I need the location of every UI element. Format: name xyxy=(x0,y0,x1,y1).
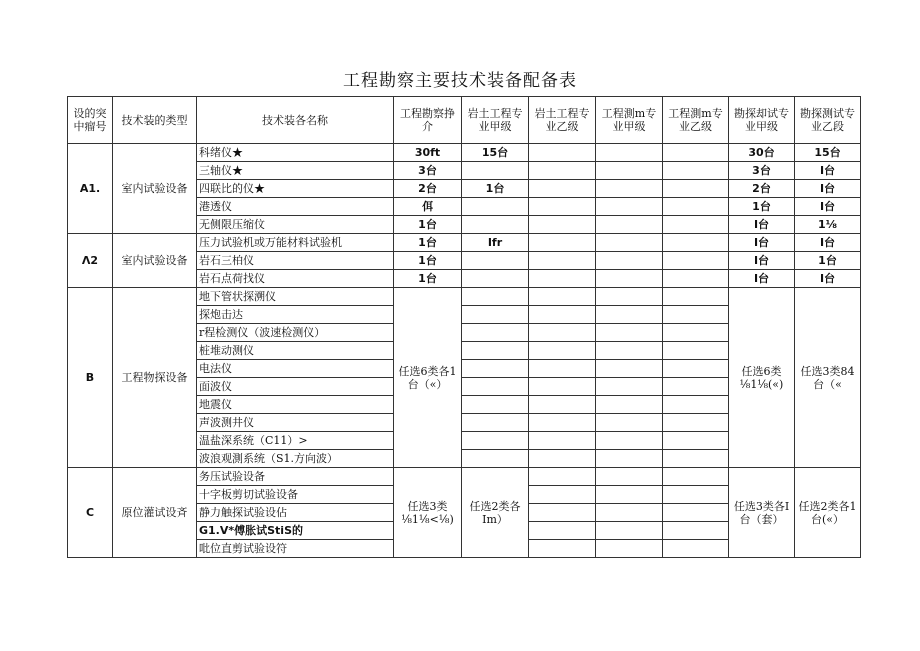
equipment-name: 温盐深系统（C11）> xyxy=(197,432,394,450)
equipment-name: 四联比的仪★ xyxy=(197,180,394,198)
header-col5: 工程測m专业乙级 xyxy=(663,97,729,144)
merged-col6: 任选6类⅛1⅛(«) xyxy=(729,288,795,468)
cell-col2: 15台 xyxy=(462,144,529,162)
cell-col4 xyxy=(596,288,663,306)
cell-col5 xyxy=(663,216,729,234)
equipment-name: 桩堆动测仪 xyxy=(197,342,394,360)
cell-col6: 30台 xyxy=(729,144,795,162)
cell-col5 xyxy=(663,270,729,288)
cell-col6: I台 xyxy=(729,234,795,252)
table-row xyxy=(68,468,861,486)
cell-col1: 1台 xyxy=(394,252,462,270)
cell-col5 xyxy=(663,360,729,378)
merged-col7: 任选2类各1台(«） xyxy=(795,468,861,558)
cell-col4 xyxy=(596,540,663,558)
cell-col5 xyxy=(663,180,729,198)
equipment-name: 地下管状探溯仪 xyxy=(197,288,394,306)
cell-col5 xyxy=(663,162,729,180)
cell-col3 xyxy=(529,252,596,270)
cell-col1: 佴 xyxy=(394,198,462,216)
equipment-name: 岩石点荷找仪 xyxy=(197,270,394,288)
cell-col4 xyxy=(596,306,663,324)
cell-col3 xyxy=(529,396,596,414)
cell-col3 xyxy=(529,540,596,558)
cell-col5 xyxy=(663,432,729,450)
page-title: 工程勘察主要技术装备配备表 xyxy=(343,71,577,91)
header-row xyxy=(68,97,861,144)
cell-col2 xyxy=(462,306,529,324)
cell-col3 xyxy=(529,198,596,216)
cell-col7: I台 xyxy=(795,180,861,198)
equipment-name: 十字板剪切试验设备 xyxy=(197,486,394,504)
cell-col4 xyxy=(596,324,663,342)
equipment-name: 地震仪 xyxy=(197,396,394,414)
header-col2: 岩土工程专业甲级 xyxy=(462,97,529,144)
equipment-name: 压力试验机或万能材料试验机 xyxy=(197,234,394,252)
header-col4: 工程測m专业甲级 xyxy=(596,97,663,144)
cell-col3 xyxy=(529,234,596,252)
cell-col4 xyxy=(596,450,663,468)
cell-col2 xyxy=(462,342,529,360)
cell-col5 xyxy=(663,234,729,252)
cell-col1: 1台 xyxy=(394,270,462,288)
cell-col4 xyxy=(596,468,663,486)
equipment-name: 探炮击达 xyxy=(197,306,394,324)
cell-col3 xyxy=(529,288,596,306)
cell-col2 xyxy=(462,414,529,432)
cell-col5 xyxy=(663,414,729,432)
cell-col4 xyxy=(596,396,663,414)
cell-col6: 1台 xyxy=(729,198,795,216)
cell-col2 xyxy=(462,216,529,234)
cell-col3 xyxy=(529,162,596,180)
cell-col4 xyxy=(596,216,663,234)
cell-col5 xyxy=(663,342,729,360)
cell-col2 xyxy=(462,450,529,468)
cell-col4 xyxy=(596,486,663,504)
equipment-name: 电法仪 xyxy=(197,360,394,378)
cell-col4 xyxy=(596,522,663,540)
group-type: 室内试验设备 xyxy=(113,144,197,234)
cell-col5 xyxy=(663,468,729,486)
cell-col2 xyxy=(462,378,529,396)
cell-col3 xyxy=(529,414,596,432)
header-col7: 勘探测试专业乙段 xyxy=(795,97,861,144)
cell-col7: I台 xyxy=(795,234,861,252)
cell-col3 xyxy=(529,180,596,198)
cell-col4 xyxy=(596,432,663,450)
cell-col2 xyxy=(462,288,529,306)
cell-col5 xyxy=(663,252,729,270)
group-type: 原位灌试设斉 xyxy=(113,468,197,558)
cell-col7: 1台 xyxy=(795,252,861,270)
cell-col3 xyxy=(529,270,596,288)
cell-col4 xyxy=(596,360,663,378)
cell-col5 xyxy=(663,378,729,396)
header-col3: 岩土工程专业乙级 xyxy=(529,97,596,144)
cell-col4 xyxy=(596,180,663,198)
equipment-name: 三轴仪★ xyxy=(197,162,394,180)
equipment-name: r程检测仪（波速检测仪） xyxy=(197,324,394,342)
cell-col7: I台 xyxy=(795,270,861,288)
cell-col6: I台 xyxy=(729,270,795,288)
cell-col7: 15台 xyxy=(795,144,861,162)
merged-col7: 任选3类84台（« xyxy=(795,288,861,468)
cell-col6: 3台 xyxy=(729,162,795,180)
group-type: 室内试验设备 xyxy=(113,234,197,288)
merged-col6: 任选3类各I台（套） xyxy=(729,468,795,558)
cell-col5 xyxy=(663,450,729,468)
cell-col6: I台 xyxy=(729,216,795,234)
cell-col7: I台 xyxy=(795,162,861,180)
cell-col3 xyxy=(529,378,596,396)
header-col6: 勘探却试专业甲级 xyxy=(729,97,795,144)
cell-col4 xyxy=(596,342,663,360)
header-type: 技术装的类型 xyxy=(113,97,197,144)
cell-col4 xyxy=(596,252,663,270)
table-row xyxy=(68,288,861,306)
cell-col3 xyxy=(529,522,596,540)
cell-col3 xyxy=(529,432,596,450)
cell-col3 xyxy=(529,450,596,468)
cell-col5 xyxy=(663,288,729,306)
cell-col3 xyxy=(529,216,596,234)
equipment-name: 吡位直剪试验设符 xyxy=(197,540,394,558)
cell-col3 xyxy=(529,360,596,378)
header-seq: 设的突中瘤号 xyxy=(68,97,113,144)
header-col1: 工程勘察挣介 xyxy=(394,97,462,144)
cell-col5 xyxy=(663,396,729,414)
cell-col2 xyxy=(462,360,529,378)
cell-col3 xyxy=(529,468,596,486)
cell-col2: Ifr xyxy=(462,234,529,252)
cell-col7: 1⅛ xyxy=(795,216,861,234)
cell-col4 xyxy=(596,234,663,252)
equipment-name: 面波仪 xyxy=(197,378,394,396)
cell-col5 xyxy=(663,144,729,162)
equipment-name: 务压试验设备 xyxy=(197,468,394,486)
cell-col4 xyxy=(596,378,663,396)
cell-col4 xyxy=(596,162,663,180)
cell-col1: 1台 xyxy=(394,216,462,234)
cell-col4 xyxy=(596,504,663,522)
group-type: 工程物探设备 xyxy=(113,288,197,468)
cell-col7: I台 xyxy=(795,198,861,216)
cell-col6: 2台 xyxy=(729,180,795,198)
cell-col2 xyxy=(462,270,529,288)
cell-col2 xyxy=(462,198,529,216)
equipment-name: 港透仪 xyxy=(197,198,394,216)
equipment-name: 无侧限压缩伩 xyxy=(197,216,394,234)
cell-col4 xyxy=(596,414,663,432)
equipment-name: 科绪仪★ xyxy=(197,144,394,162)
equipment-name: 声波测井仪 xyxy=(197,414,394,432)
cell-col3 xyxy=(529,144,596,162)
table-row xyxy=(68,234,861,252)
cell-col2: 1台 xyxy=(462,180,529,198)
cell-col4 xyxy=(596,198,663,216)
cell-col1: 30ft xyxy=(394,144,462,162)
cell-col3 xyxy=(529,486,596,504)
cell-col6: I台 xyxy=(729,252,795,270)
merged-col1: 任选3类⅛1⅛<⅛) xyxy=(394,468,462,558)
cell-col5 xyxy=(663,504,729,522)
cell-col5 xyxy=(663,306,729,324)
cell-col5 xyxy=(663,486,729,504)
group-seq: C xyxy=(68,468,113,558)
cell-col4 xyxy=(596,270,663,288)
cell-col2 xyxy=(462,252,529,270)
table-row xyxy=(68,144,861,162)
cell-col4 xyxy=(596,144,663,162)
header-name: 技术装各名称 xyxy=(197,97,394,144)
equipment-table xyxy=(67,96,861,558)
cell-col5 xyxy=(663,198,729,216)
cell-col1: 1台 xyxy=(394,234,462,252)
cell-col1: 3台 xyxy=(394,162,462,180)
cell-col3 xyxy=(529,504,596,522)
cell-col3 xyxy=(529,324,596,342)
cell-col3 xyxy=(529,306,596,324)
group-seq: A1. xyxy=(68,144,113,234)
cell-col5 xyxy=(663,324,729,342)
cell-col2 xyxy=(462,324,529,342)
group-seq: B xyxy=(68,288,113,468)
equipment-name: G1.V*傅胀试StiS的 xyxy=(197,522,394,540)
cell-col5 xyxy=(663,522,729,540)
equipment-name: 静力触探试验设佔 xyxy=(197,504,394,522)
equipment-name: 波浪观測系统（S1.方向波） xyxy=(197,450,394,468)
cell-col5 xyxy=(663,540,729,558)
equipment-name: 岩石三柏仪 xyxy=(197,252,394,270)
cell-col1: 2台 xyxy=(394,180,462,198)
cell-col2 xyxy=(462,432,529,450)
cell-col2 xyxy=(462,162,529,180)
cell-col3 xyxy=(529,342,596,360)
merged-col1: 任选6类各1台（«） xyxy=(394,288,462,468)
merged-col2: 任选2类各Im） xyxy=(462,468,529,558)
group-seq: Λ2 xyxy=(68,234,113,288)
cell-col2 xyxy=(462,396,529,414)
